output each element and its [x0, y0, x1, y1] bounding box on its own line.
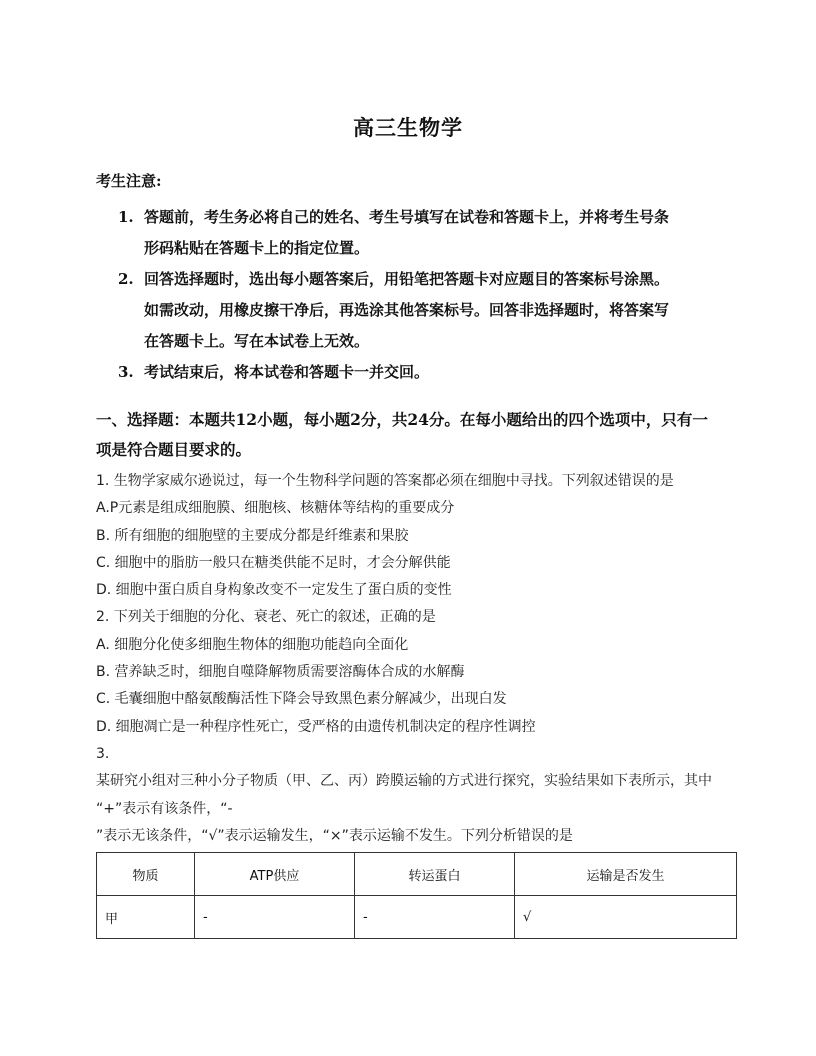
option-d: D. 细胞中蛋白质自身构象改变不一定发生了蛋白质的变性 [96, 582, 452, 599]
table-header-cell: 物质 [97, 853, 195, 896]
page-title: 高三生物学 [353, 115, 463, 140]
notice-item [118, 264, 718, 357]
option-a: A.P元素是组成细胞膜、细胞核、核糖体等结构的重要成分 [96, 500, 455, 517]
option-d: D. 细胞凋亡是一种程序性死亡，受严格的由遗传机制决定的程序性调控 [96, 718, 536, 735]
notice-line: 在答题卡上。写在本试卷上无效。 [144, 332, 370, 350]
table-row [97, 896, 737, 939]
section-heading-line: 一、选择题：本题共12小题，每小题2分，共24分。在每小题给出的四个选项中，只有一 [96, 410, 708, 429]
notice-item-number: 3. [118, 363, 134, 381]
notice-list [118, 202, 718, 388]
question-number: 3. [96, 745, 110, 762]
notice-line: 如需改动，用橡皮擦干净后，再选涂其他答案标号。回答非选择题时，将答案写 [144, 301, 670, 319]
question-1 [96, 468, 726, 850]
notice-item-number: 1. [118, 208, 134, 226]
table-header-row [97, 853, 737, 896]
option-b: B. 所有细胞的细胞壁的主要成分都是纤维素和果胶 [96, 527, 409, 544]
transport-table [96, 852, 737, 939]
option-a: A. 细胞分化使多细胞生物体的细胞功能趋向全面化 [96, 636, 409, 653]
notice-line: 回答选择题时，选出每小题答案后，用铅笔把答题卡对应题目的答案标号涂黑。 [144, 270, 670, 288]
table-header-cell: 转运蛋白 [355, 853, 515, 896]
question-stem-line: ”表示无该条件，“√”表示运输发生，“×”表示运输不发生。下列分析错误的是 [96, 827, 573, 844]
table-header-cell: 运输是否发生 [515, 853, 737, 896]
question-stem: 2. 下列关于细胞的分化、衰老、死亡的叙述，正确的是 [96, 609, 436, 626]
notice-line: 形码粘贴在答题卡上的指定位置。 [144, 239, 370, 257]
notice-item [118, 202, 718, 264]
table-cell: √ [515, 896, 737, 939]
table-cell: 甲 [97, 896, 195, 939]
question-stem-line: “+”表示有该条件，“- [96, 800, 233, 817]
table-cell: - [195, 896, 355, 939]
option-b: B. 营养缺乏时，细胞自噬降解物质需要溶酶体合成的水解酶 [96, 664, 465, 681]
table-header-cell: ATP供应 [195, 853, 355, 896]
notice-item [118, 357, 718, 388]
section-heading-line: 项是符合题目要求的。 [96, 440, 252, 459]
notice-item-number: 2. [118, 270, 134, 288]
option-c: C. 细胞中的脂肪一般只在糖类供能不足时，才会分解供能 [96, 554, 451, 571]
notice-line: 答题前，考生务必将自己的姓名、考生号填写在试卷和答题卡上，并将考生号条 [144, 208, 670, 226]
question-stem: 1. 生物学家威尔逊说过，每一个生物科学问题的答案都必须在细胞中寻找。下列叙述错误的是 [96, 473, 674, 489]
notice-line: 考试结束后，将本试卷和答题卡一并交回。 [144, 363, 430, 381]
section-heading [96, 405, 720, 465]
option-c: C. 毛囊细胞中酪氨酸酶活性下降会导致黑色素分解减少，出现白发 [96, 691, 507, 708]
table-cell: - [355, 896, 515, 939]
notice-heading: 考生注意: [96, 172, 162, 190]
question-stem-line: 某研究小组对三种小分子物质（甲、乙、丙）跨膜运输的方式进行探究，实验结果如下表所示，其中 [96, 773, 712, 790]
